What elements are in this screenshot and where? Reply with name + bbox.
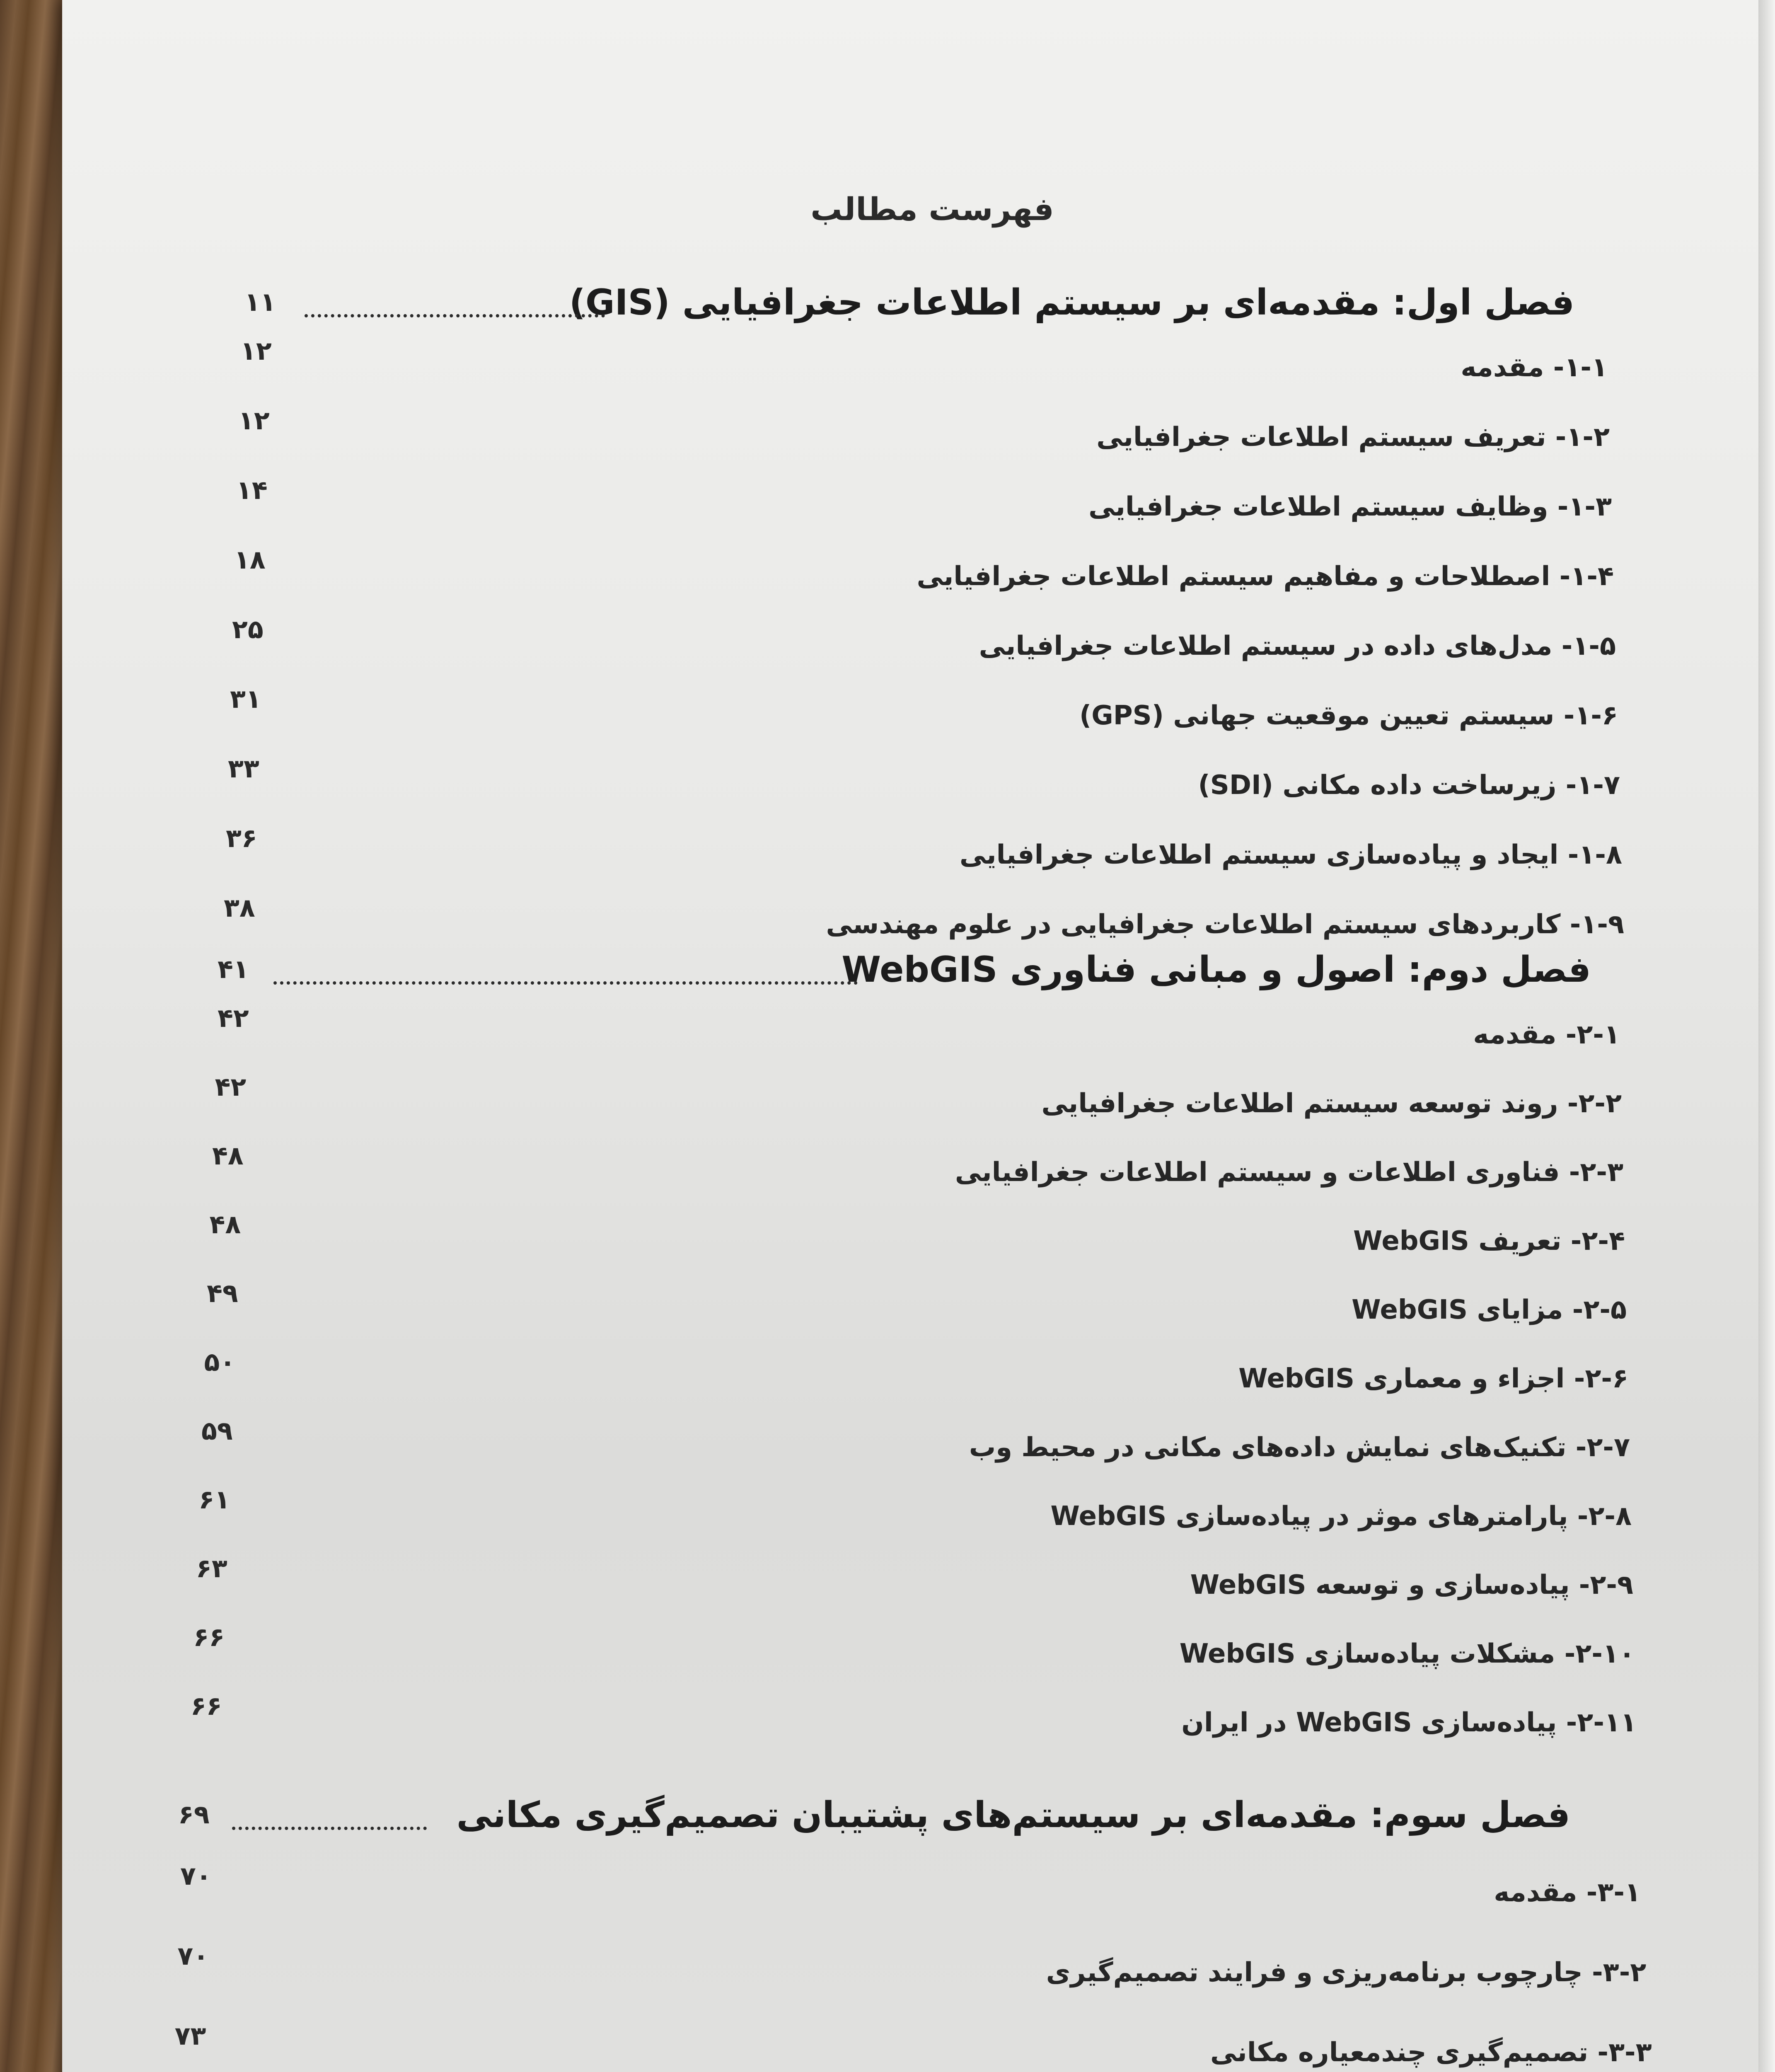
- entry-page-number: ۲۵: [232, 614, 264, 644]
- entry-title: ۲-۱۱- پیاده‌سازی WebGIS در ایران: [1181, 1707, 1637, 1738]
- toc-entry: [0, 1072, 1775, 1142]
- entry-title: ۲-۶- اجزاء و معماری WebGIS: [1238, 1363, 1628, 1394]
- entry-title: ۱-۷- زیرساخت داده مکانی (SDI): [1198, 770, 1620, 801]
- toc-entry: [0, 1941, 1775, 2011]
- entry-page-number: ۱۸: [234, 545, 266, 575]
- chapter-heading: [0, 949, 1775, 1003]
- entry-title: ۲-۱۰- مشکلات پیاده‌سازی WebGIS: [1179, 1639, 1635, 1669]
- toc-entry: [0, 1861, 1775, 1931]
- entry-title: ۲-۳- فناوری اطلاعات و سیستم اطلاعات جغرافیایی: [955, 1157, 1623, 1188]
- toc-entry: [0, 1347, 1775, 1417]
- entry-title: ۱-۹- کاربردهای سیستم اطلاعات جغرافیایی در علوم مهندسی: [826, 909, 1624, 940]
- entry-page-number: ۷۰: [177, 1941, 209, 1971]
- entry-page-number: ۴۹: [207, 1278, 238, 1308]
- chapter-page-number: ۴۱: [218, 954, 249, 984]
- entry-page-number: ۴۸: [212, 1140, 244, 1171]
- entry-page-number: ۳۸: [224, 893, 255, 923]
- toc-entry: [0, 1553, 1775, 1624]
- chapter-title: فصل اول: مقدمه‌ای بر سیستم اطلاعات جغرافیایی (GIS): [569, 282, 1574, 323]
- entry-title: ۲-۹- پیاده‌سازی و توسعه WebGIS: [1190, 1570, 1633, 1600]
- entry-title: ۱-۵- مدل‌های داده در سیستم اطلاعات جغرافیایی: [979, 631, 1616, 661]
- toc-entry: [0, 1140, 1775, 1211]
- entry-page-number: ۳۶: [226, 823, 257, 853]
- entry-title: ۳-۱- مقدمه: [1494, 1877, 1641, 1908]
- toc-entry: [0, 614, 1775, 685]
- toc-entry: [0, 1209, 1775, 1280]
- chapter-title: فصل سوم: مقدمه‌ای بر سیستم‌های پشتیبان تصمیم‌گیری مکانی: [456, 1794, 1570, 1836]
- entry-page-number: ۷۳: [174, 2021, 206, 2051]
- entry-title: ۲-۵- مزایای WebGIS: [1352, 1295, 1627, 1325]
- toc-entry: [0, 1416, 1775, 1486]
- entry-page-number: ۶۶: [191, 1691, 222, 1721]
- toc-entry: [0, 2021, 1775, 2072]
- entry-title: ۲-۸- پارامترهای موثر در پیاده‌سازی WebGIS: [1050, 1501, 1632, 1532]
- toc-entry: [0, 545, 1775, 615]
- chapter-title: فصل دوم: اصول و مبانی فناوری WebGIS: [842, 949, 1591, 990]
- entry-title: ۲-۴- تعریف WebGIS: [1353, 1226, 1625, 1256]
- dot-leader: [232, 1827, 427, 1830]
- entry-page-number: ۵۰: [204, 1347, 236, 1377]
- page-title: فهرست مطالب: [810, 191, 1054, 228]
- toc-entry: [0, 475, 1775, 545]
- entry-title: ۱-۴- اصطلاحات و مفاهیم سیستم اطلاعات جغرافیایی: [917, 561, 1614, 592]
- dot-leader: [273, 981, 858, 985]
- toc-entry: [0, 1484, 1775, 1555]
- entry-title: ۱-۳- وظایف سیستم اطلاعات جغرافیایی: [1088, 491, 1612, 522]
- toc-entry: [0, 336, 1775, 406]
- entry-page-number: ۱۴: [236, 475, 268, 505]
- toc-entry: [0, 823, 1775, 893]
- chapter-heading: [0, 282, 1775, 336]
- entry-page-number: ۶۳: [196, 1553, 227, 1583]
- toc-entry: [0, 1278, 1775, 1348]
- toc-entry: [0, 1691, 1775, 1761]
- entry-page-number: ۶۱: [198, 1484, 230, 1515]
- dot-leader: [305, 314, 605, 317]
- entry-page-number: ۷۰: [180, 1861, 212, 1891]
- chapter-heading: [0, 1794, 1775, 1848]
- entry-page-number: ۳۱: [230, 684, 261, 714]
- toc-entry: [0, 405, 1775, 476]
- entry-title: ۳-۳- تصمیم‌گیری چندمعیاره مکانی: [1210, 2037, 1652, 2068]
- entry-page-number: ۱۲: [238, 405, 270, 436]
- chapter-page-number: ۱۱: [244, 287, 276, 317]
- entry-title: ۲-۷- تکنیک‌های نمایش داده‌های مکانی در محیط وب: [969, 1432, 1630, 1463]
- entry-page-number: ۶۶: [193, 1622, 225, 1652]
- entry-page-number: ۱۲: [240, 336, 272, 366]
- chapter-page-number: ۶۹: [178, 1799, 210, 1830]
- entry-title: ۱-۶- سیستم تعیین موقعیت جهانی (GPS): [1079, 700, 1618, 731]
- entry-page-number: ۵۹: [201, 1416, 233, 1446]
- entry-page-number: ۴۲: [218, 1003, 249, 1033]
- entry-page-number: ۴۲: [215, 1072, 247, 1102]
- entry-title: ۱-۸- ایجاد و پیاده‌سازی سیستم اطلاعات جغرافیایی: [959, 840, 1622, 870]
- toc-entry: [0, 1622, 1775, 1692]
- entry-title: ۲-۱- مقدمه: [1473, 1019, 1620, 1050]
- entry-page-number: ۴۸: [209, 1209, 241, 1239]
- toc-entry: [0, 684, 1775, 754]
- toc-entry: [0, 753, 1775, 824]
- toc-entry: [0, 1003, 1775, 1073]
- entry-title: ۳-۲- چارچوب برنامه‌ریزی و فرایند تصمیم‌گیری: [1046, 1957, 1647, 1988]
- entry-title: ۱-۱- مقدمه: [1461, 352, 1608, 383]
- entry-page-number: ۳۳: [228, 753, 259, 784]
- entry-title: ۱-۲- تعریف سیستم اطلاعات جغرافیایی: [1096, 422, 1610, 453]
- entry-title: ۲-۲- روند توسعه سیستم اطلاعات جغرافیایی: [1041, 1088, 1622, 1119]
